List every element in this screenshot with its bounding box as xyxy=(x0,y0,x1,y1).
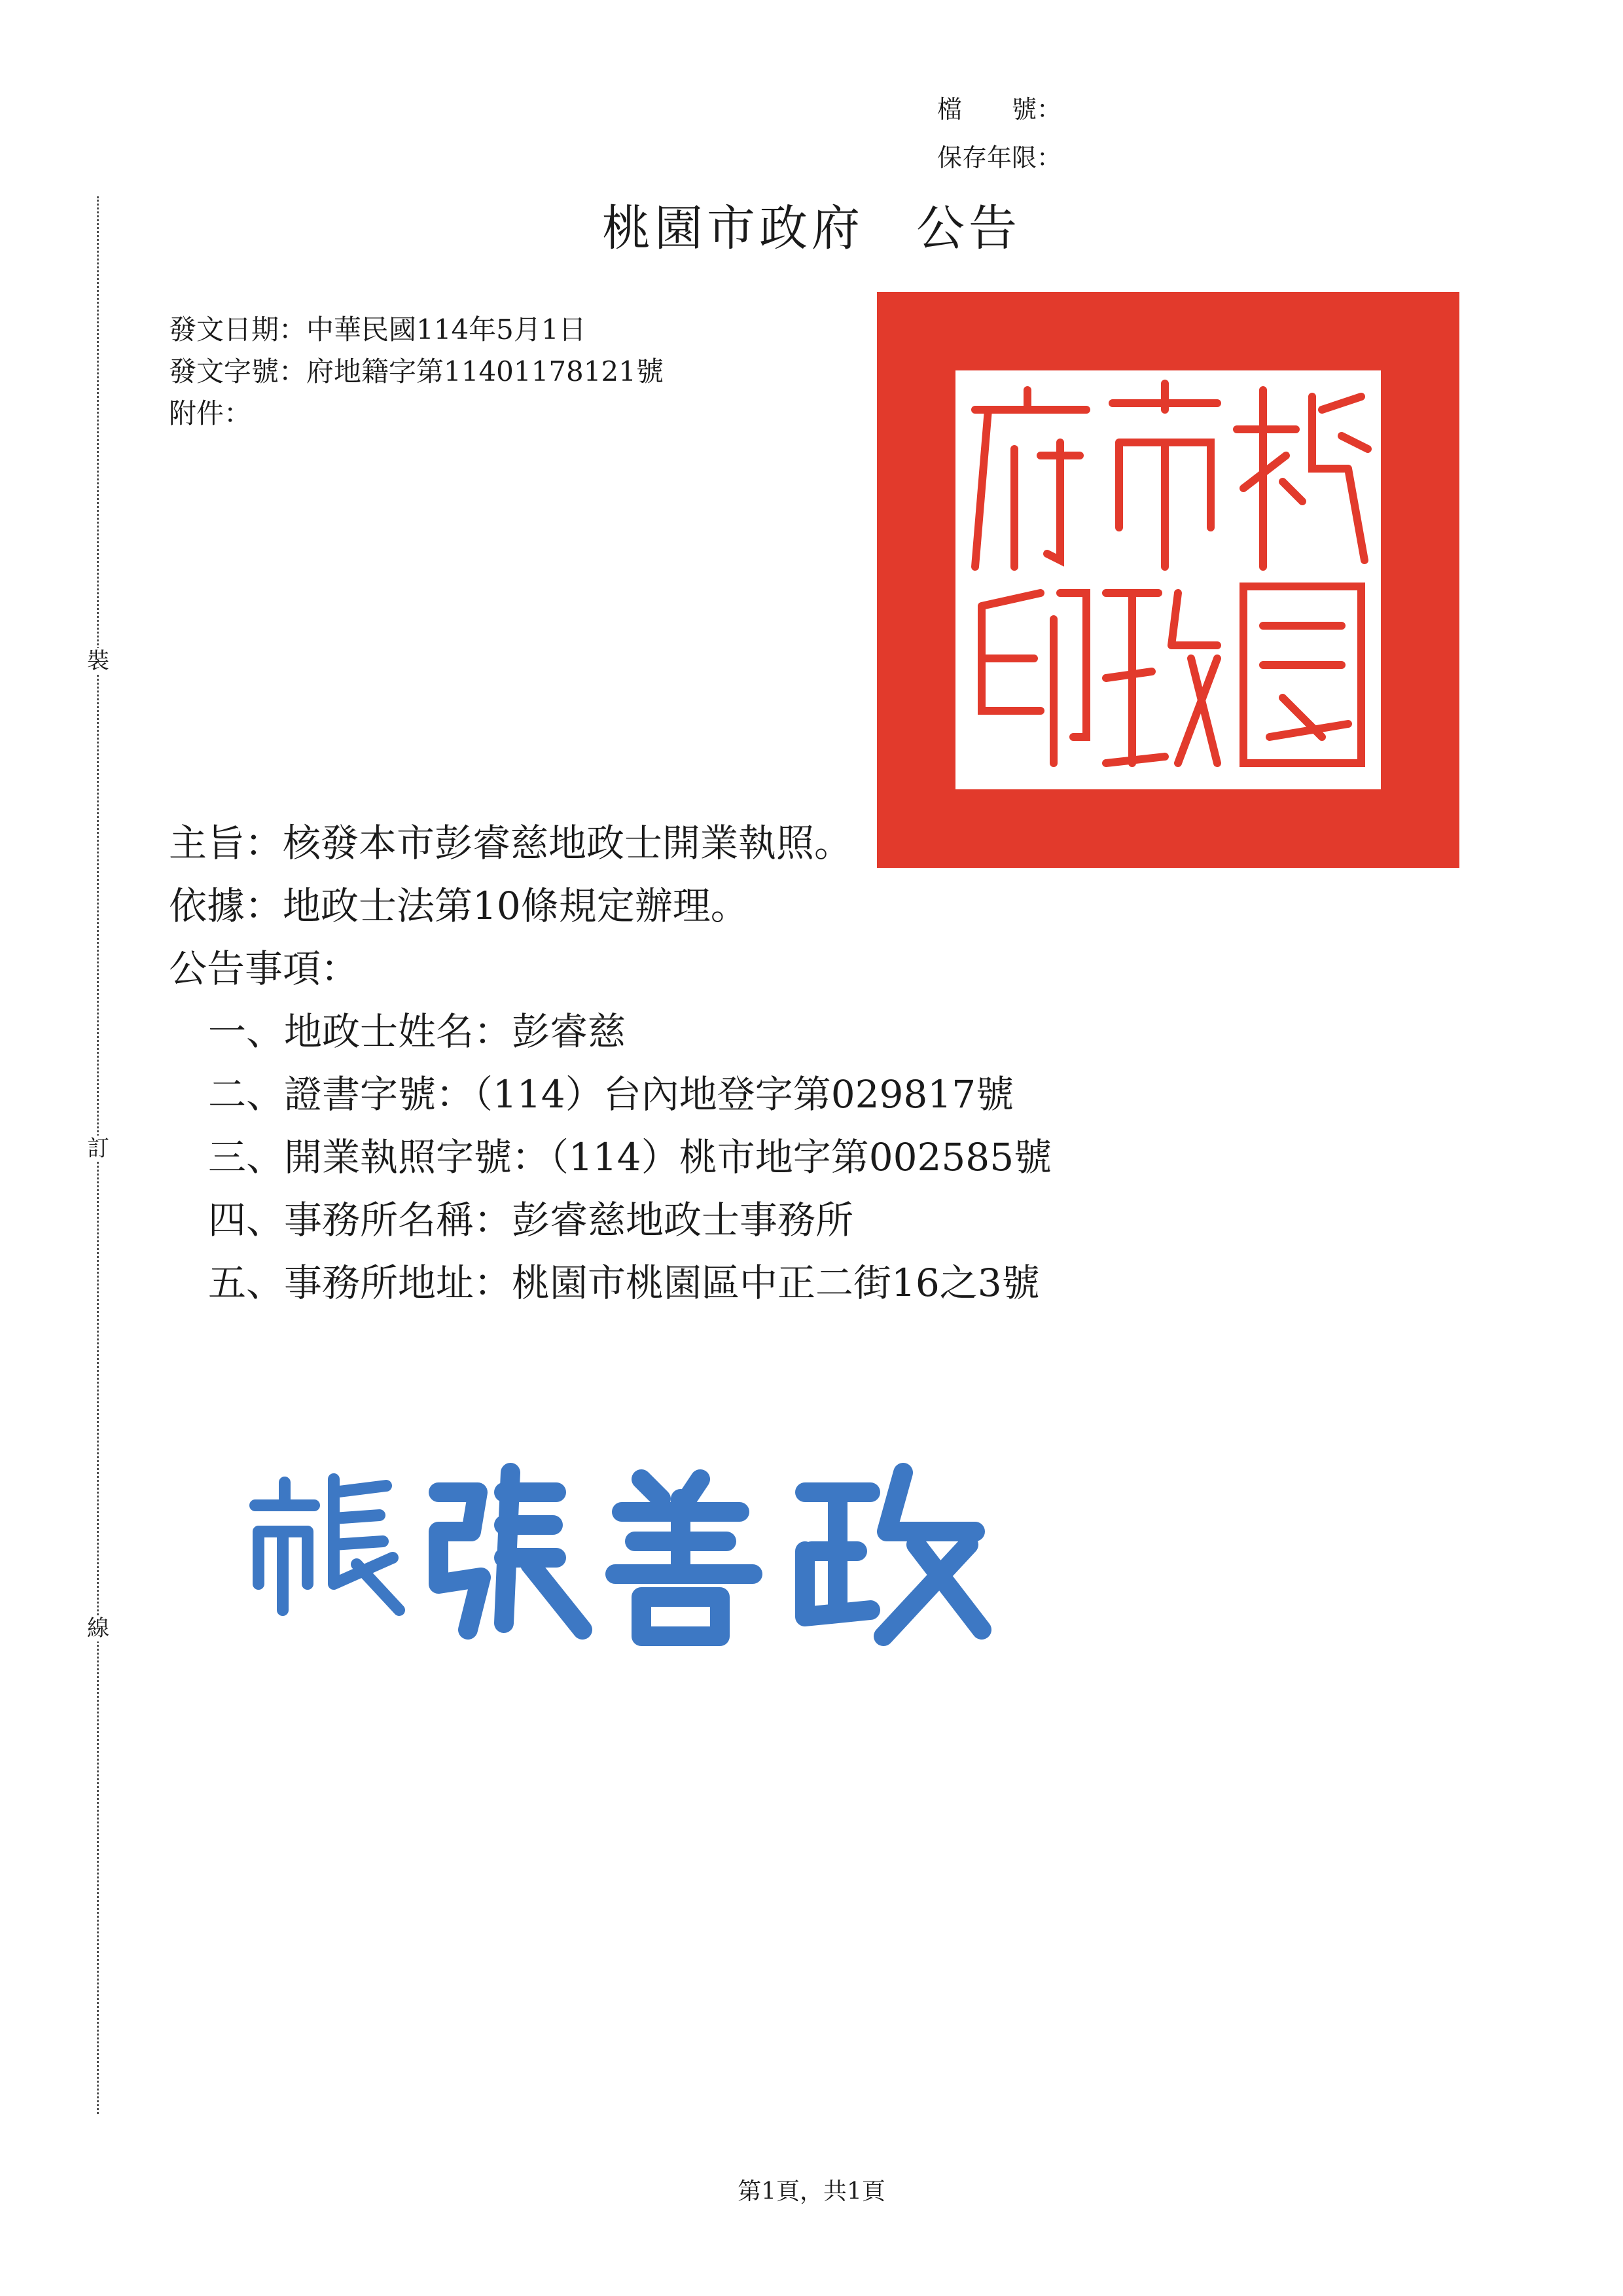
notice-item: 一、地政士姓名：彭睿慈 xyxy=(208,1009,626,1054)
notice-item: 二、證書字號：（114）台內地登字第029817號 xyxy=(208,1072,1014,1117)
signature-glyphs xyxy=(242,1453,1014,1649)
title-type: 公告 xyxy=(916,200,1021,257)
mayor-signature-stamp xyxy=(242,1453,1014,1649)
seal-glyphs xyxy=(955,370,1381,789)
file-number-label: 檔 號： xyxy=(937,95,1062,124)
binding-char-ding: 訂 xyxy=(85,1136,111,1162)
document-meta xyxy=(169,309,664,435)
document-number: 發文字號：府地籍字第11401178121號 xyxy=(169,355,664,387)
file-number-row xyxy=(937,85,1061,134)
notice-item: 五、事務所地址：桃園市桃園區中正二街16之3號 xyxy=(208,1261,1040,1305)
page-number: 第1頁，共1頁 xyxy=(738,2178,885,2205)
notice-heading: 公告事項： xyxy=(169,946,359,991)
seal-inner xyxy=(955,370,1381,789)
document-body xyxy=(169,812,1052,1314)
retention-row xyxy=(937,134,1061,182)
document-title xyxy=(0,190,1623,259)
notice-item: 三、開業執照字號：（114）桃市地字第002585號 xyxy=(208,1135,1052,1179)
binding-char-xian: 線 xyxy=(85,1615,111,1641)
binding-char-zhuang: 裝 xyxy=(85,648,111,674)
notice-item: 四、事務所名稱：彭睿慈地政士事務所 xyxy=(208,1198,854,1242)
attachment-label: 附件： xyxy=(169,397,252,429)
issue-date: 發文日期：中華民國114年5月1日 xyxy=(169,314,586,346)
title-org: 桃園市政府 xyxy=(602,200,864,257)
subject-line: 主旨：核發本市彭睿慈地政士開業執照。 xyxy=(169,821,853,865)
official-seal xyxy=(877,292,1459,868)
basis-line: 依據：地政士法第10條規定辦理。 xyxy=(169,884,749,928)
retention-label: 保存年限： xyxy=(937,143,1062,172)
archive-info xyxy=(937,85,1061,182)
